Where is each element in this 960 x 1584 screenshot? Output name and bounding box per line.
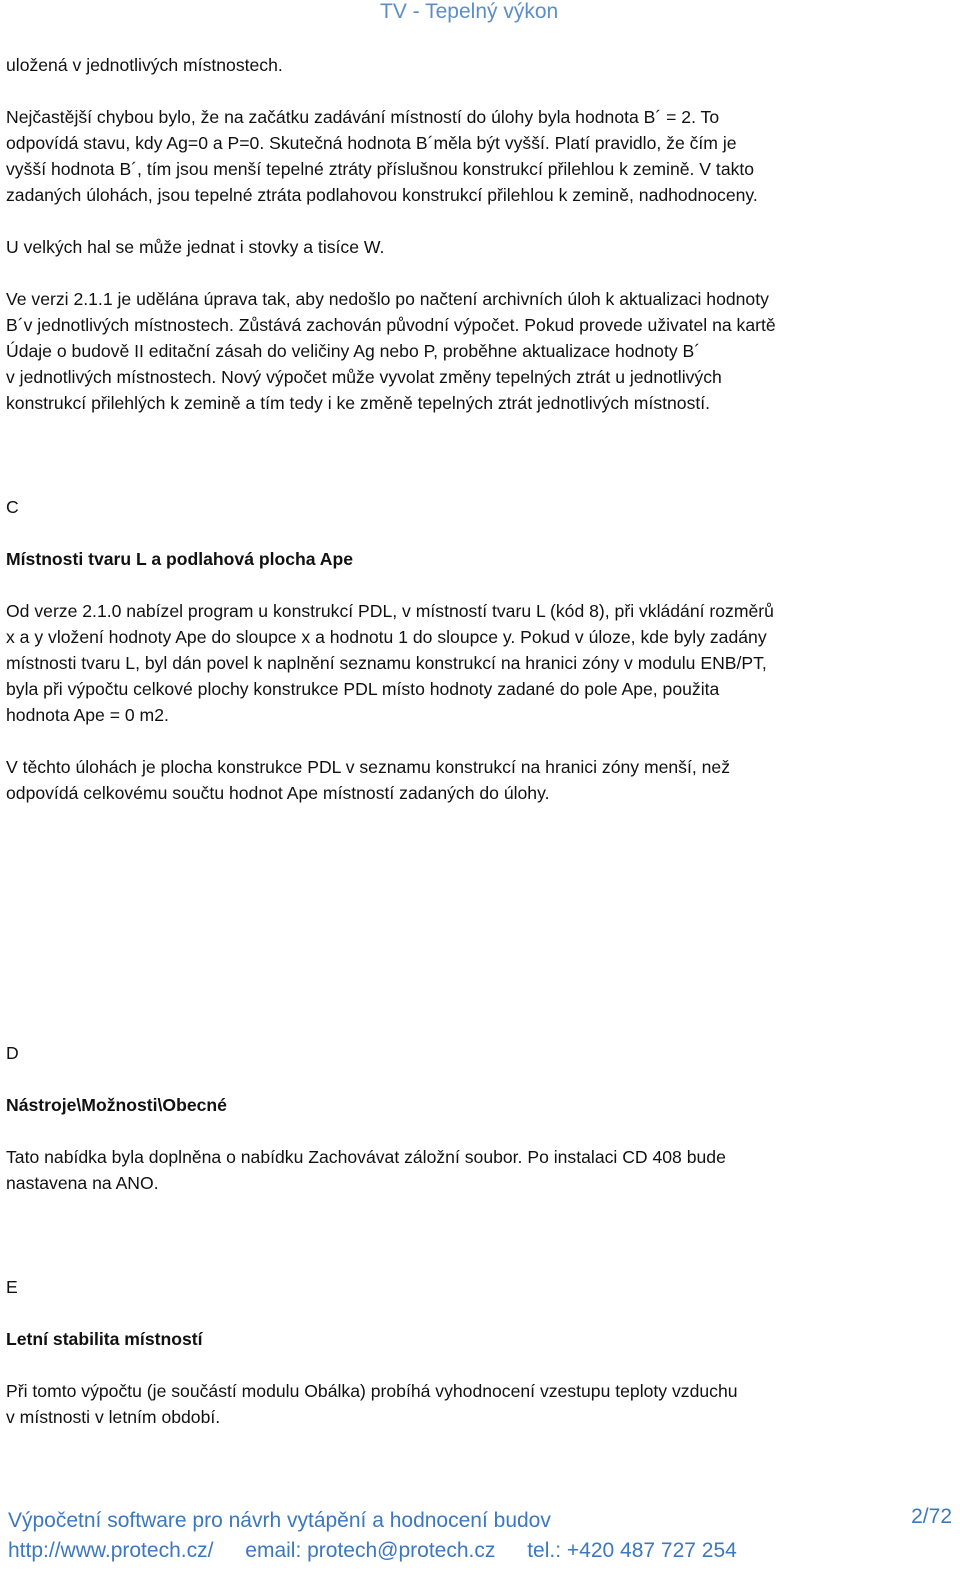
section-d-letter: D	[6, 1043, 19, 1063]
document-header-title: TV - Tepelný výkon	[380, 0, 559, 23]
footer-tagline: Výpočetní software pro návrh vytápění a hodnocení budov	[8, 1509, 551, 1532]
page-number: 2/72	[911, 1505, 952, 1528]
footer-email-link[interactable]: email: protech@protech.cz	[245, 1539, 496, 1562]
document-body	[6, 52, 946, 1430]
paragraph-intro-continuation: uložená v jednotlivých místnostech.	[6, 55, 283, 75]
section-e-heading: Letní stabilita místností	[6, 1329, 203, 1349]
paragraph-common-error: Nejčastější chybou bylo, že na začátku zadávání místností do úlohy byla hodnota B´ = 2. To odpovídá stavu, kdy Ag=0 a P=0. Skutečná hodnota B´měla být vyšší. Platí pravidlo, že čím je vyšší hodnota B´, tím jsou menší tepelné ztráty příslušnou konstrukcí přilehlou k zemině. V takto zadaných úlohách, jsou tepelné ztráta podlahovou konstrukcí přilehlou k zemině, nadhodnoceny.	[6, 107, 758, 205]
section-e-letter: E	[6, 1277, 18, 1297]
section-c-paragraph-2: V těchto úlohách je plocha konstrukce PDL v seznamu konstrukcí na hranici zóny menší, než odpovídá celkovému součtu hodnot Ape místností zadaných do úlohy.	[6, 757, 730, 803]
section-e-paragraph: Při tomto výpočtu (je součástí modulu Obálka) probíhá vyhodnocení vzestupu teploty vzduchu v místnosti v letním období.	[6, 1381, 738, 1427]
footer-website-link[interactable]: http://www.protech.cz/	[8, 1539, 214, 1562]
section-d-heading: Nástroje\Možnosti\Obecné	[6, 1095, 227, 1115]
section-d-paragraph: Tato nabídka byla doplněna o nabídku Zachovávat záložní soubor. Po instalaci CD 408 bude nastavena na ANO.	[6, 1147, 726, 1193]
paragraph-version-fix: Ve verzi 2.1.1 je udělána úprava tak, aby nedošlo po načtení archivních úloh k aktualizaci hodnoty B´v jednotlivých místnostech. Zůstává zachován původní výpočet. Pokud provede uživatel na kartě Údaje o budově II editační zásah do veličiny Ag nebo P, proběhne aktualizace hodnoty B´ v jednotlivých místnostech. Nový výpočet může vyvolat změny tepelných ztrát u jednotlivých konstrukcí přilehlých k zemině a tím tedy i ke změně tepelných ztrát jednotlivých místností.	[6, 289, 776, 413]
footer-contact	[8, 1538, 763, 1564]
section-c-paragraph-1: Od verze 2.1.0 nabízel program u konstrukcí PDL, v místností tvaru L (kód 8), při vkládání rozměrů x a y vložení hodnoty Ape do sloupce x a hodnotu 1 do sloupce y. Pokud v úloze, kde byly zadány místnosti tvaru L, byl dán povel k naplnění seznamu konstrukcí na hranici zóny v modulu ENB/PT, byla při výpočtu celkové plochy konstrukce PDL místo hodnoty zadané do pole Ape, použita hodnota Ape = 0 m2.	[6, 601, 774, 725]
section-c-heading: Místnosti tvaru L a podlahová plocha Ape	[6, 549, 354, 569]
section-c-letter: C	[6, 497, 19, 517]
paragraph-large-halls: U velkých hal se může jednat i stovky a tisíce W.	[6, 237, 385, 257]
footer-phone: tel.: +420 487 727 254	[527, 1539, 737, 1562]
